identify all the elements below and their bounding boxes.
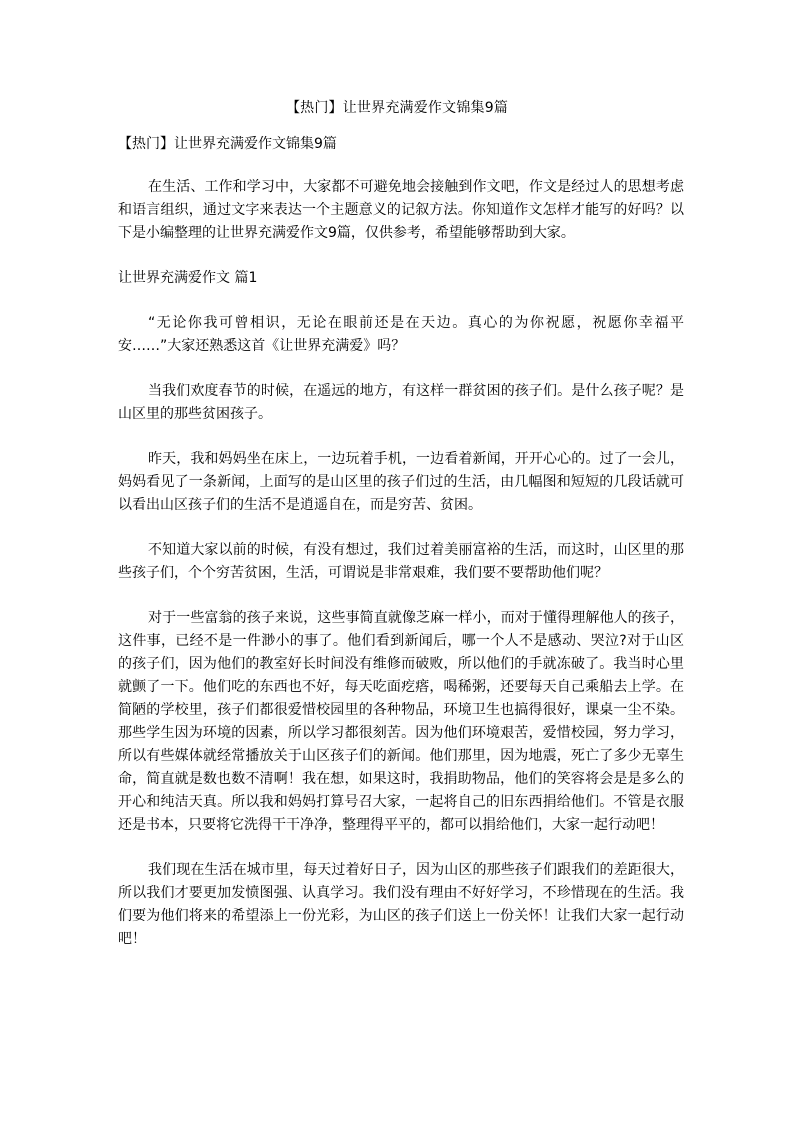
intro-paragraph: 在生活、工作和学习中，大家都不可避免地会接触到作文吧，作文是经过人的思想考虑和语言组织，通过文字来表达一个主题意义的记叙方法。你知道作文怎样才能写的好吗？以下是小编整理的让世界充满爱作文9篇，仅供参考，希望能够帮助到大家。 bbox=[118, 179, 684, 241]
document-title: 【热门】让世界充满爱作文锦集9篇 bbox=[285, 100, 509, 116]
document-body bbox=[118, 133, 684, 973]
paragraph-3: 昨天，我和妈妈坐在床上，一边玩着手机，一边看着新闻，开开心心的。过了一会儿，妈妈看见了一条新闻，上面写的是山区里的孩子们过的生活，由几幅图和短短的几段话就可以看出山区孩子们的生活不是逍遥自在，而是穷苦、贫困。 bbox=[118, 451, 684, 513]
section-heading: 让世界充满爱作文 篇1 bbox=[118, 270, 258, 286]
paragraph-2: 当我们欢度春节的时候，在遥远的地方，有这样一群贫困的孩子们。是什么孩子呢？是山区里的那些贫困孩子。 bbox=[118, 383, 684, 422]
paragraph-5: 对于一些富翁的孩子来说，这些事简直就像芝麻一样小，而对于懂得理解他人的孩子，这件事，已经不是一件渺小的事了。他们看到新闻后，哪一个人不是感动、哭泣?对于山区的孩子们，因为他们的教室好长时间没有维修而破败，所以他们的手就冻破了。我当时心里就颤了一下。他们吃的东西也不好，每天吃面疙瘩，喝稀粥，还要每天自己乘船去上学。在简陋的学校里，孩子们都很爱惜校园里的各种物品，环境卫生也搞得很好，课桌一尘不染。那些学生因为环境的因素，所以学习都很刻苦。因为他们环境艰苦，爱惜校园，努力学习，所以有些媒体就经常播放关于山区孩子们的新闻。他们那里，因为地震，死亡了多少无辜生命，简直就是数也数不清啊！我在想，如果这时，我捐助物品，他们的笑容将会是是多么的开心和纯洁天真。所以我和妈妈打算号召大家，一起将自己的旧东西捐给他们。不管是衣服还是书本，只要将它洗得干干净净，整理得平平的，都可以捐给他们，大家一起行动吧！ bbox=[118, 610, 684, 833]
paragraph-1: “无论你我可曾相识，无论在眼前还是在天边。真心的为你祝愿，祝愿你幸福平安……”大家还熟悉这首《让世界充满爱》吗？ bbox=[118, 315, 684, 354]
document-subtitle: 【热门】让世界充满爱作文锦集9篇 bbox=[118, 136, 337, 152]
paragraph-6: 我们现在生活在城市里，每天过着好日子，因为山区的那些孩子们跟我们的差距很大，所以我们才要更加发愤图强、认真学习。我们没有理由不好好学习，不珍惜现在的生活。我们要为他们将来的希望添上一份光彩，为山区的孩子们送上一份关怀！让我们大家一起行动吧！ bbox=[118, 862, 684, 947]
paragraph-4: 不知道大家以前的时候，有没有想过，我们过着美丽富裕的生活，而这时，山区里的那些孩子们，个个穷苦贫困，生活，可谓说是非常艰难，我们要不要帮助他们呢？ bbox=[118, 542, 684, 581]
